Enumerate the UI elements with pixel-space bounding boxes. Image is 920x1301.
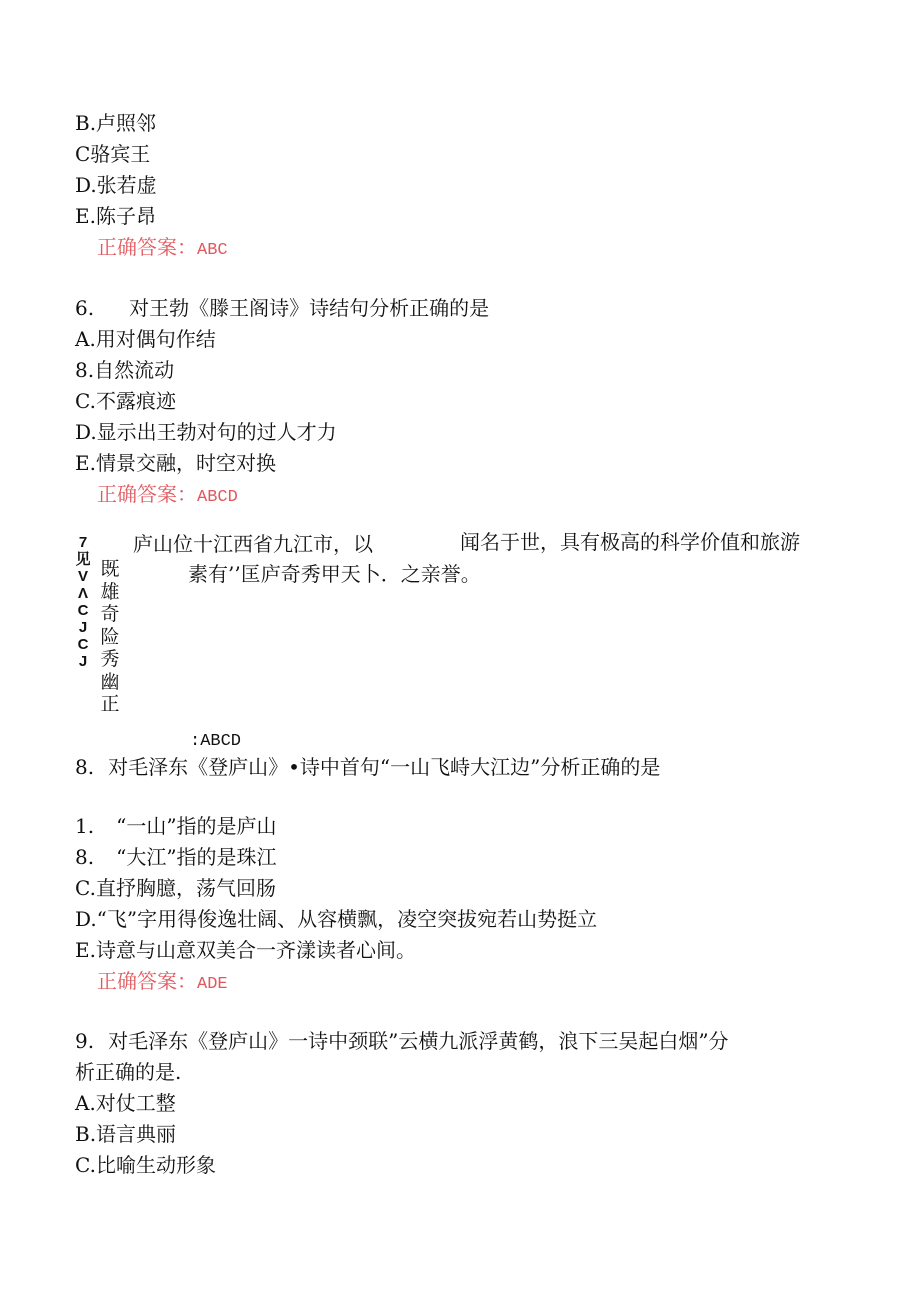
q6-answer xyxy=(97,482,238,510)
q7-answer: :ABCD xyxy=(190,732,242,751)
q6-option-b: 8.自然流动 xyxy=(75,358,175,382)
q6-stem xyxy=(75,296,489,320)
question-number: 8. xyxy=(75,755,95,779)
q9-option-c: C.比喻生动形象 xyxy=(75,1153,216,1177)
q7-stem-part1: 庐山位十江西省九江市，以 xyxy=(133,532,373,556)
q8-option-2 xyxy=(75,845,277,869)
q8-stem xyxy=(75,755,660,779)
q9-option-b: B.语言典丽 xyxy=(75,1122,177,1146)
question-text: 对毛泽东《登庐山》•诗中首句“一山飞峙大江边”分析正确的是 xyxy=(108,755,661,779)
q7-stem-line2: 素有’’匡庐奇秀甲天卜．之亲誉。 xyxy=(188,562,481,586)
answer-value: ADE xyxy=(197,975,228,994)
q9-stem-line1 xyxy=(75,1029,729,1053)
q8-option-c: C.直抒胸臆，荡气回肠 xyxy=(75,876,276,900)
option-text: “大江”指的是珠江 xyxy=(116,845,277,869)
q8-option-e: E.诗意与山意双美合一齐漾读者心间。 xyxy=(75,938,416,962)
q5-option-c: C骆宾王 xyxy=(75,142,151,166)
question-text: 对毛泽东《登庐山》一诗中颈联”云横九派浮黄鹤，浪下三吴起白烟”分 xyxy=(108,1029,729,1053)
option-number: 1. xyxy=(75,814,95,838)
q7-vertical-options: 既雄奇险秀幽正 xyxy=(100,558,120,715)
q5-answer xyxy=(97,235,228,263)
q5-option-d: D.张若虚 xyxy=(75,173,157,197)
q8-answer xyxy=(97,969,228,997)
q8-option-d: D.“飞”字用得俊逸壮阔、从容横飘，凌空突拔宛若山势挺立 xyxy=(75,907,598,931)
q5-option-e: E.陈子昂 xyxy=(75,204,156,228)
answer-label: 正确答案： xyxy=(97,969,197,993)
question-number: 6. xyxy=(75,296,95,320)
q9-option-a: A.对仗工整 xyxy=(75,1091,176,1115)
option-text: “一山”指的是庐山 xyxy=(116,814,277,838)
answer-label: 正确答案： xyxy=(97,482,197,506)
q6-option-a: A.用对偶句作结 xyxy=(75,327,216,351)
q7-stem-part2: 闻名于世，具有极高的科学价值和旅游 xyxy=(460,530,800,554)
answer-label: 正确答案： xyxy=(97,235,197,259)
q8-option-1 xyxy=(75,814,277,838)
question-number: 9. xyxy=(75,1029,95,1053)
q6-option-e: E.情景交融，时空对换 xyxy=(75,451,276,475)
q6-option-c: C.不露痕迹 xyxy=(75,389,176,413)
q9-stem-line2: 析正确的是. xyxy=(75,1060,182,1084)
answer-value: ABC xyxy=(197,241,228,260)
question-text: 对王勃《滕王阁诗》诗结句分析正确的是 xyxy=(129,296,490,320)
q7-margin-fragment: 7见VΛCJCJ xyxy=(75,534,91,670)
option-number: 8. xyxy=(75,845,95,869)
q5-option-b: B.卢照邻 xyxy=(75,111,157,135)
q6-option-d: D.显示出王勃对句的过人才力 xyxy=(75,420,337,444)
answer-value: ABCD xyxy=(197,488,238,507)
